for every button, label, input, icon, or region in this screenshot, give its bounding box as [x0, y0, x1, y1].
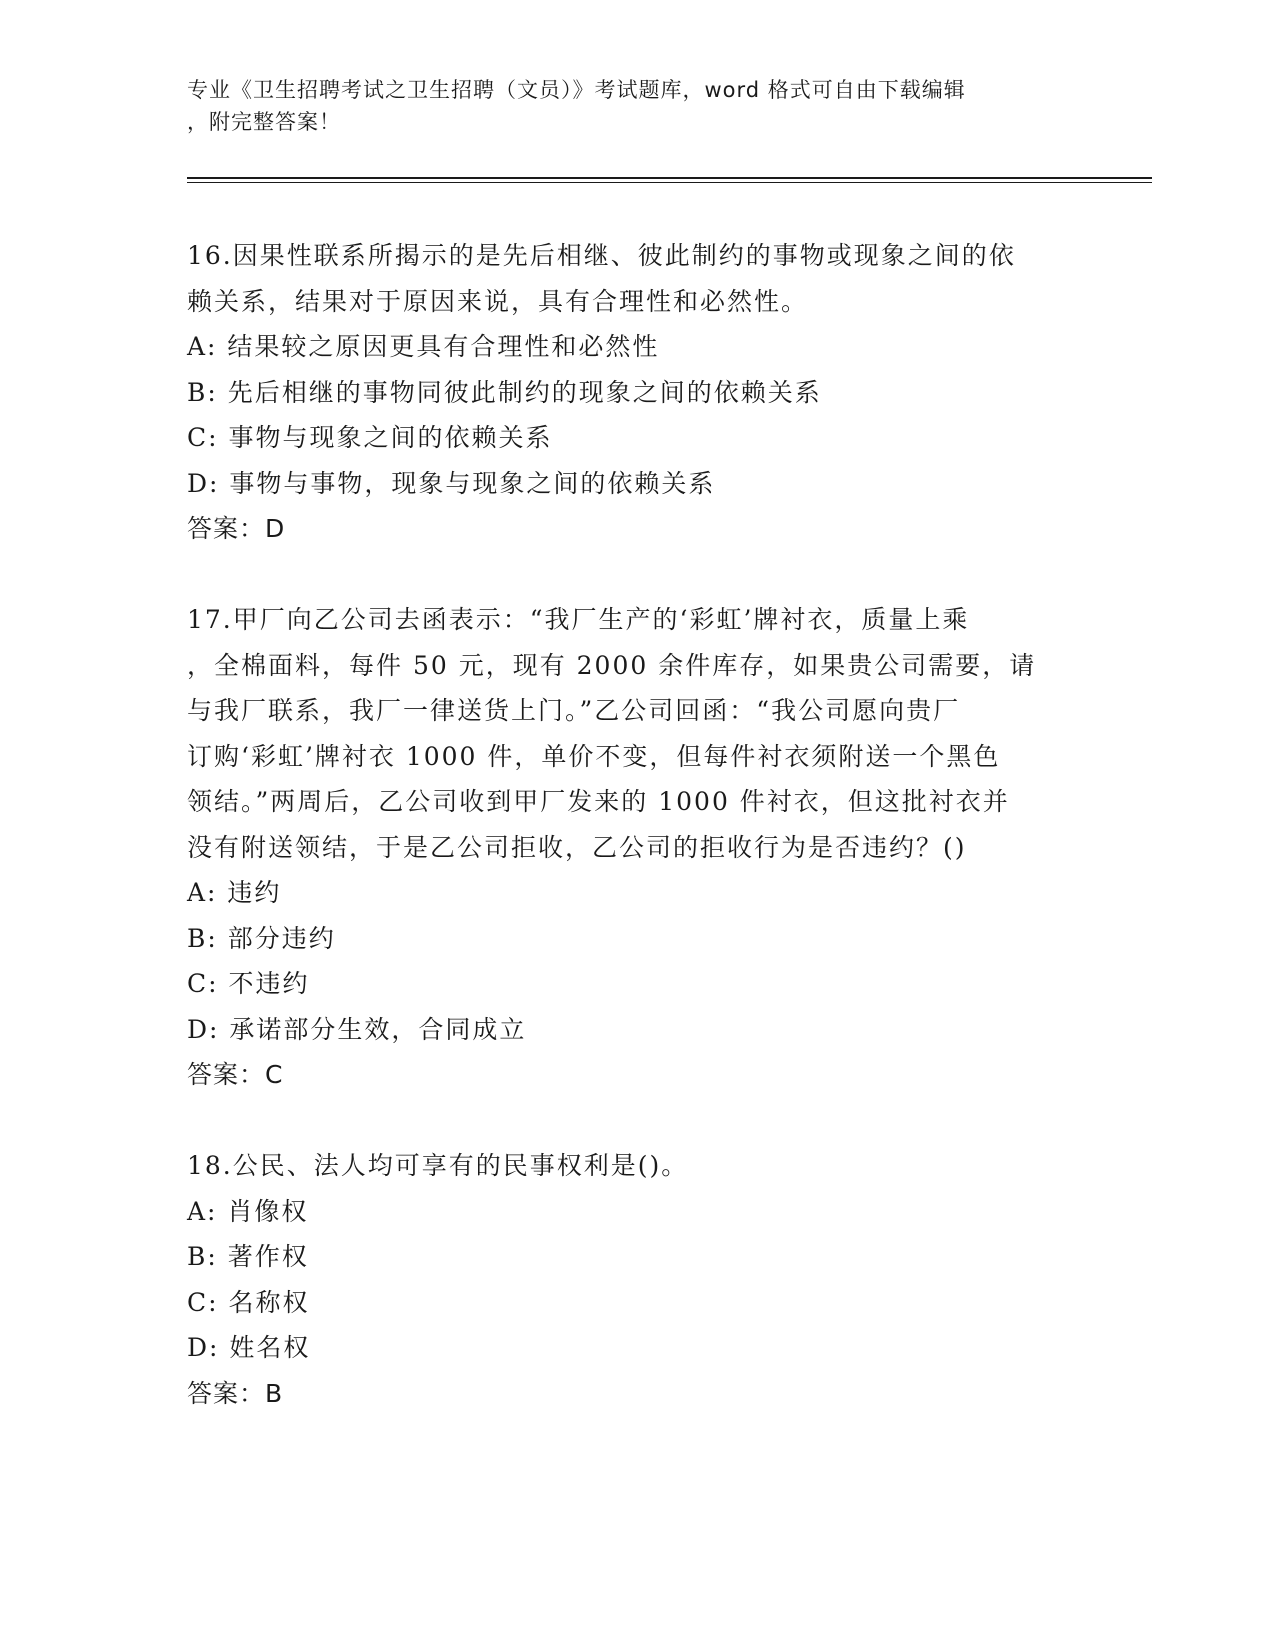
option-d: D: 姓名权 — [187, 1333, 311, 1362]
question-text: ，全棉面料，每件 50 元，现有 2000 余件库存，如果贵公司需要，请 — [187, 650, 1037, 680]
header-line: ，附完整答案！ — [187, 110, 341, 134]
option-a: A: 违约 — [187, 878, 282, 907]
question-text: 与我厂联系，我厂一律送货上门。”乙公司回函：“我公司愿向贵厂 — [187, 696, 961, 725]
question-text: 没有附送领结，于是乙公司拒收，乙公司的拒收行为是否违约？() — [187, 832, 967, 862]
question-text: 赖关系，结果对于原因来说，具有合理性和必然性。 — [187, 286, 809, 316]
document-header — [187, 74, 1067, 138]
question-text: 18.公民、法人均可享有的民事权利是()。 — [187, 1151, 689, 1180]
header-divider — [187, 182, 1152, 183]
question-18 — [187, 1143, 1067, 1416]
option-b: B: 著作权 — [187, 1242, 309, 1271]
question-17 — [187, 597, 1067, 1098]
question-text: 领结。”两周后，乙公司收到甲厂发来的 1000 件衬衣，但这批衬衣并 — [187, 787, 1010, 816]
question-text: 17.甲厂向乙公司去函表示：“我厂生产的‘彩虹’牌衬衣，质量上乘 — [187, 605, 970, 634]
header-line: 专业《卫生招聘考试之卫生招聘（文员）》考试题库，word 格式可自由下载编辑 — [187, 78, 966, 102]
option-a: A: 肖像权 — [187, 1196, 309, 1226]
option-c: C: 不违约 — [187, 969, 310, 998]
header-divider — [187, 177, 1152, 179]
answer-label: 答案：B — [187, 1378, 284, 1408]
option-a: A: 结果较之原因更具有合理性和必然性 — [187, 332, 660, 361]
answer-label: 答案：C — [187, 1060, 284, 1089]
answer-label: 答案：D — [187, 514, 286, 543]
option-b: B: 先后相继的事物同彼此制约的现象之间的依赖关系 — [187, 377, 822, 407]
question-text: 订购‘彩虹’牌衬衣 1000 件，单价不变，但每件衬衣须附送一个黑色 — [187, 741, 1001, 771]
option-b: B: 部分违约 — [187, 923, 336, 953]
option-d: D: 事物与事物，现象与现象之间的依赖关系 — [187, 468, 716, 498]
option-d: D: 承诺部分生效，合同成立 — [187, 1014, 527, 1044]
option-c: C: 事物与现象之间的依赖关系 — [187, 423, 553, 452]
option-c: C: 名称权 — [187, 1287, 310, 1317]
question-16 — [187, 233, 1067, 552]
question-text: 16.因果性联系所揭示的是先后相继、彼此制约的事物或现象之间的依 — [187, 241, 1016, 270]
